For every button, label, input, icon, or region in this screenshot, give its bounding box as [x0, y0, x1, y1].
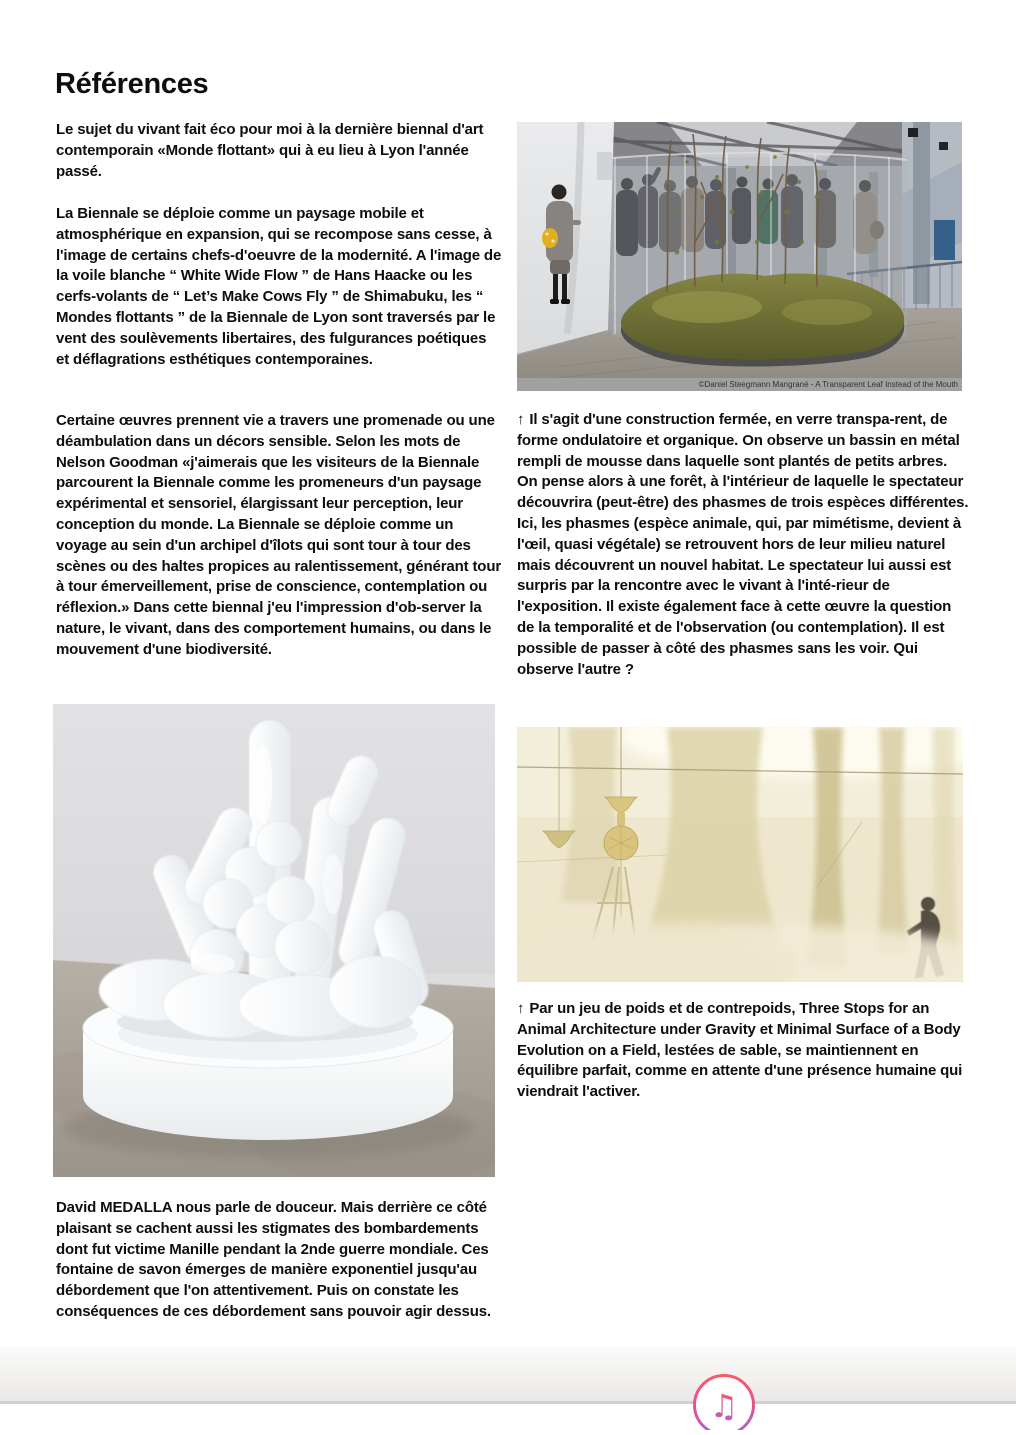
paragraph-goodman-quote: Certaine œuvres prennent vie a travers une promenade ou une déambulation dans un décors sensible. Selon les mots de Nelson Goodman «j'aimerais que les visiteurs de la Biennale parcourent la Biennale comme les promeneurs d'un paysage expérimental et sensoriel, élargissant leur perception, leur conception du monde. La Biennale se déploie comme un voyage au sein d'un archipel d'îlots qui sont tour à tour des scènes ou des haltes propices au ralentissement, générant tour à tour émerveillement, prise de conscience, contemplation ou réflexion.» Dans cette biennal j'eu l'impression d'ob-server la nature, le vivant, dans des comportement humains, ou dans le mouvement d'une biodiversité.: [56, 412, 502, 658]
photo-caption: ©Daniel Steegmann Mangrané - A Transparent Leaf Instead of the Mouth: [517, 378, 962, 391]
terrarium-photo-illustration: [517, 122, 962, 391]
paragraph-biennale: La Biennale se déploie comme un paysage mobile et atmosphérique en expansion, qui se recompose sans cesse, à l'image de certains chefs-d'oeuvre de la modernité. A l'image de la voile blanche “ White Wide Flow ” de Hans Haacke ou les cerfs-volants de “ Let’s Make Cows Fly ” de Shimabuku, les “ Mondes flottants ” de la Biennale de Lyon sont traversés par le vent des soulèvements libertaires, des fulgurances poétiques et déflagrations esthétiques contemporaines.: [56, 205, 502, 368]
paragraph-fog-text: Par un jeu de poids et de contrepoids, Three Stops for an Animal Architecture under Gravity et Minimal Surface of a Body Evolution on a Field, lestées de sable, se maintiennent en équilibre parfait, comme en attente d'une présence humaine qui viendrait l'activer.: [517, 1000, 963, 1101]
itunes-icon-graphic: [692, 1360, 756, 1430]
foam-sculpture-photo: [53, 704, 495, 1177]
paragraph-terrarium: [517, 410, 969, 680]
itunes-dock-icon[interactable]: [692, 1360, 756, 1430]
music-note-icon: ♫: [709, 1387, 739, 1425]
paragraph-terrarium-text: Il s'agit d'une construction fermée, en verre transpa-rent, de forme ondulatoire et organique. On observe un bassin en métal rempli de mousse dans laquelle sont plantés de petits arbres. On pense alors à une forêt, à l'intérieur de laquelle le spectateur découvrira (peut-être) des phasmes de trois espèces différentes. Ici, les phasmes (espèce animale, qui, par mimétisme, devient à l'œil, quasi végétale) se retrouvent hors de leur milieu naturel mais découvrent un nouvel habitat. Le spectateur lui aussi est surpris par la rencontre avec le vivant à l'inté-rieur de l'exposition. Il existe également face à cette œuvre la question de la temporalité et de l'observation (ou contemplation). Il est possible de passer à côté des phasmes sans les voir. Qui observe l'autre ?: [517, 411, 969, 678]
dock: [0, 1346, 1016, 1404]
paragraph-medalla: David MEDALLA nous parle de douceur. Mais derrière ce côté plaisant se cachent aussi les stigmates des bombardements dont fut victime Manille pendant la 2nde guerre mondiale. Ces fontaine de savon émerges de manière exponentiel jusqu'au débordement que l'on attentivement. Puis on constate les conséquences de ces débordement sans pouvoir agir dessus.: [56, 1199, 491, 1320]
up-arrow-icon: ↑: [517, 1000, 525, 1017]
sculpture-photo-illustration: [53, 704, 495, 1177]
page-title: Références: [55, 68, 209, 100]
paragraph-intro: Le sujet du vivant fait éco pour moi à la dernière biennal d'art contemporain «Monde flottant» qui à eu lieu à Lyon l'année passé.: [56, 121, 484, 180]
terrarium-exhibition-photo: [517, 122, 962, 391]
fog-installation-photo: [517, 727, 963, 982]
fog-photo-illustration: [517, 727, 963, 982]
up-arrow-icon: ↑: [517, 411, 525, 428]
paragraph-fog: [517, 999, 969, 1103]
